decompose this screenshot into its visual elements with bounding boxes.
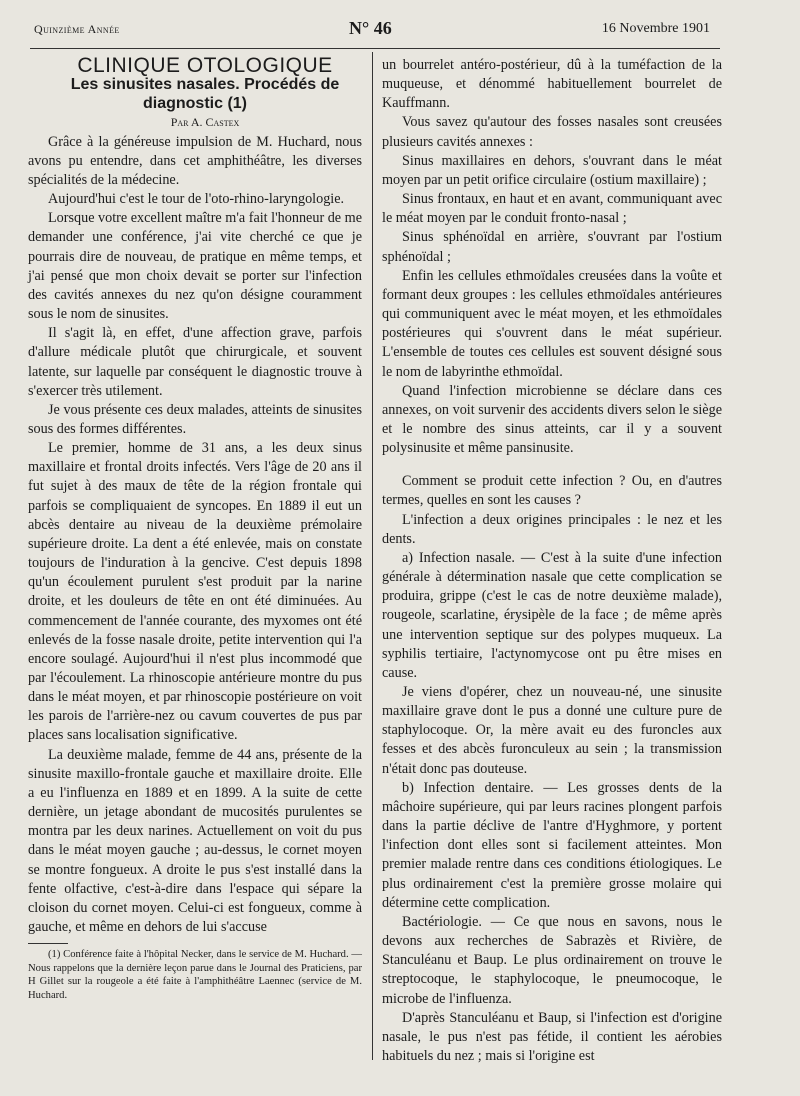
paragraph: a) Infection nasale. — C'est à la suite d'une infection générale à détermination nasale que cette complication se produira, grippe (c'est le cas de notre deuxième malade), rougeole, scarlatine, érysipèle de la face ; de même après une intervention septique sur des polypes muqueux. La syphilis tertiaire, l'actynomycose ont pu être mises en cause.	[382, 549, 722, 681]
paragraph: Enfin les cellules ethmoïdales creusées dans la voûte et formant deux groupes : les cellules ethmoïdales antérieures qui communiquent avec le méat moyen, et les ethmoïdales postérieures qui s'ouvrent dans le méat supérieur. L'ensemble de toutes ces cellules est souvent désigné sous le nom de labyrinthe ethmoïdal.	[382, 267, 722, 380]
paragraph: Sinus sphénoïdal en arrière, s'ouvrant par l'ostium sphénoïdal ;	[382, 229, 722, 265]
paragraph: Je viens d'opérer, chez un nouveau-né, une sinusite maxillaire grave dont le pus a donné une culture pure de staphylocoque. Or, la mère avait eu des furoncles aux fesses et des abcès furonculeux au sein ; la transmission n'était donc pas douteuse.	[382, 684, 722, 777]
footnote-rule	[28, 943, 68, 944]
paragraph: L'infection a deux origines principales : le nez et les dents.	[382, 511, 722, 547]
paragraph: Bactériologie. — Ce que nous en savons, nous le devons aux recherches de Sabrazès et Rivière, de Stanculéanu et Baup. Le plus ordinairement on trouve le streptocoque, le staphylocoque, le pneumocoque, le microbe de l'influenza.	[382, 913, 722, 1007]
issue-number: N° 46	[349, 18, 392, 38]
header-rule	[30, 48, 720, 49]
paragraph: Vous savez qu'autour des fosses nasales sont creusées plusieurs cavités annexes :	[382, 114, 722, 150]
section-title: CLINIQUE OTOLOGIQUE	[77, 54, 333, 77]
volume-label: Quinzième Année	[34, 22, 120, 36]
left-column	[28, 56, 362, 1002]
paragraph: Quand l'infection microbienne se déclare dans ces annexes, on voit survenir des accidents divers selon le siège et le nombre des sinus atteints, car il y a souvent polysinusite et même pansinusite.	[382, 382, 722, 457]
paragraph: Il s'agit là, en effet, d'une affection grave, parfois d'allure médicale plutôt que chirurgicale, et souvent latente, sur laquelle par conséquent le diagnostic trouve à s'exercer très utilement.	[28, 325, 362, 399]
paragraph: Je vous présente ces deux malades, atteints de sinusites sous des formes différentes.	[28, 401, 362, 437]
page-header	[34, 16, 710, 46]
article-title: Les sinusites nasales. Procédés de diagnostic (1)	[70, 76, 340, 113]
right-column	[382, 56, 722, 1066]
paragraph: Comment se produit cette infection ? Ou, en d'autres termes, quelles en sont les causes ?	[382, 473, 722, 509]
column-divider	[372, 52, 373, 1060]
paragraph: b) Infection dentaire. — Les grosses dents de la mâchoire supérieure, qui par leurs racines plongent parfois dans la partie déclive de l'antre d'Hyghmore, y portent l'infection dont elles sont si facilement atteintes. Mon premier malade rentre dans ces conditions étiologiques. Le plus ordinairement c'est la première grosse molaire qui détermine cette complication.	[382, 779, 722, 911]
paragraph: Aujourd'hui c'est le tour de l'oto-rhino-laryngologie.	[48, 191, 345, 208]
paragraph: Le premier, homme de 31 ans, a les deux sinus maxillaire et frontal droits infectés. Vers l'âge de 20 ans il fut sujet à des maux de tête de la région frontale qui parfois se compliquaient de syncopes. En 1889 il eut un abcès dentaire au niveau de la deuxième prémolaire supérieure droite. La dent a été enlevée, mais on constate toujours de l'induration à la gencive. C'est depuis 1898 qu'un écoulement purulent s'est produit par la narine droite, et les douleurs de tête en ont été diminuées. Au commencement de l'année courante, des myxomes ont été enlevés de la fosse nasale droite, petite intervention qui l'a encore soulagé. Aujourd'hui il n'est plus incommodé que par l'écoulement. La rhinoscopie antérieure montre du pus dans le méat moyen, et par rhinoscopie postérieure on voit les parois de l'arrière-nez ou cavum couvertes de pus par places sans localisation significative.	[28, 440, 362, 744]
paragraph: Lorsque votre excellent maître m'a fait l'honneur de me demander une conférence, j'ai vite cherché ce que je pourrais dire de nouveau, de pratique en même temps, et j'ai pensé que mon choix devait se porter sur l'infection des cavités annexes du nez qu'on désigne couramment sous le nom de sinusites.	[28, 210, 362, 323]
paragraph: Sinus maxillaires en dehors, s'ouvrant dans le méat moyen par un petit orifice circulaire (ostium maxillaire) ;	[382, 152, 722, 188]
paragraph: D'après Stanculéanu et Baup, si l'infection est d'origine nasale, le pus n'est pas fétide, il contient les aérobies habituels du nez ; mais si l'origine est	[382, 1009, 722, 1064]
paragraph: un bourrelet antéro-postérieur, dû à la tuméfaction de la muqueuse, et dénommé habituellement bourrelet de Kauffmann.	[382, 57, 722, 112]
issue-date: 16 Novembre 1901	[601, 21, 710, 36]
paragraph: Grâce à la généreuse impulsion de M. Huchard, nous avons pu entendre, dans cet amphithéâtre, les diverses spécialités de la médecine.	[28, 133, 362, 188]
footnote: (1) Conférence faite à l'hôpital Necker, dans le service de M. Huchard. — Nous rappelons que la dernière leçon parue dans le Journal des Praticiens, par H Gillet sur la rougeole a été faite à l'amphithéâtre Laennec (service de M. Huchard.	[28, 949, 362, 1001]
paragraph: La deuxième malade, femme de 44 ans, présente de la sinusite maxillo-frontale gauche et maxillaire droite. Elle a eu l'influenza en 1889 et en 1899. A la suite de cette dernière, un jetage abondant de mucosités purulentes se montra par les deux narines. Actuellement on voit du pus dans le méat moyen gauche ; au-dessus, le cornet moyen se montre fongueux. A droite le pus s'est installé dans la fente olfactive, c'est-à-dire dans l'espace qui sépare la cloison du cornet moyen. Celui-ci est fongueux, comme à gauche, et même en dehors de lui s'accuse	[28, 746, 362, 936]
byline: Par A. Castex	[170, 115, 240, 130]
paragraph: Sinus frontaux, en haut et en avant, communiquant avec le méat moyen par le conduit fronto-nasal ;	[382, 191, 722, 227]
